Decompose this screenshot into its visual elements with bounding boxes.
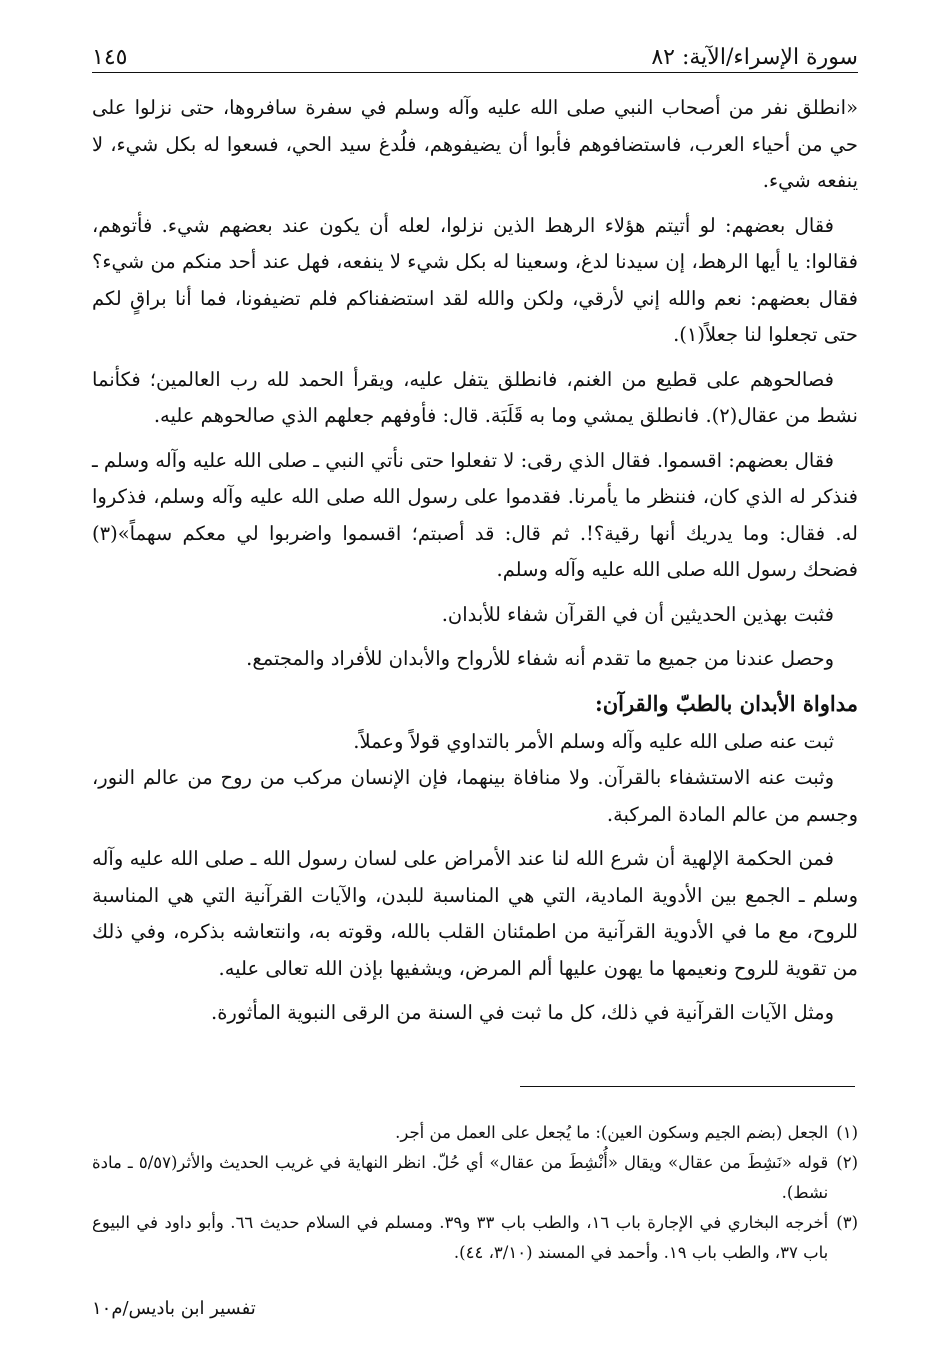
- footnotes: [92, 1118, 858, 1268]
- paragraph: فقال بعضهم: لو أتيتم هؤلاء الرهط الذين نزلوا، لعله أن يكون عند بعضهم شيء. فأتوهم، فقالوا: يا أيها الرهط، إن سيدنا لدغ، وسعينا له بكل شيء لا ينفعه، فهل عند أحد منكم من شيء؟ فقال بعضهم: نعم والله إني لأرقي، ولكن والله لقد استضفناكم فلم تضيفونا، فما أنا براقٍ لكم حتى تجعلوا لنا جعلاً(١).: [92, 213, 858, 346]
- footnote-number: (١): [836, 1123, 858, 1142]
- footnote-text: أخرجه البخاري في الإجارة باب ١٦، والطب باب ٣٣ و٣٩. ومسلم في السلام حديث ٦٦. وأبو داود في البيوع باب ٣٧، والطب باب ١٩. وأحمد في المسند (٣/١٠، ٤٤).: [92, 1213, 829, 1262]
- surah-reference: سورة الإسراء/الآية: ٨٢: [651, 45, 858, 70]
- paragraph: فقال بعضهم: اقسموا. فقال الذي رقى: لا تفعلوا حتى نأتي النبي ـ صلى الله عليه وآله وسلم ـ فنذكر له الذي كان، فننظر ما يأمرنا. فقدموا على رسول الله صلى الله عليه وآله وسلم، فذكروا له. فقال: وما يدريك أنها رقية؟!. ثم قال: قد أصبتم؛ اقسموا واضربوا لي معكم سهماً»(٣) فضحك رسول الله صلى الله عليه وآله وسلم.: [92, 448, 858, 581]
- paragraph: وحصل عندنا من جميع ما تقدم أنه شفاء للأرواح والأبدان للأفراد والمجتمع.: [246, 647, 834, 670]
- section-heading: مداواة الأبدان بالطبّ والقرآن:: [594, 690, 858, 716]
- main-text: [92, 90, 858, 1040]
- footnote-divider: [520, 1086, 855, 1087]
- header-divider: [92, 72, 858, 73]
- footnote-number: (٢): [836, 1153, 858, 1172]
- paragraph: وثبت عنه الاستشفاء بالقرآن. ولا منافاة بينهما، فإن الإنسان مركب من روح من عالم النور، وجسم من عالم المادة المركبة.: [92, 766, 858, 826]
- paragraph: فثبت بهذين الحديثين أن في القرآن شفاء للأبدان.: [441, 602, 834, 626]
- footnote: [92, 1118, 858, 1148]
- paragraph: ثبت عنه صلى الله عليه وآله وسلم الأمر بالتداوي قولاً وعملاً.: [353, 729, 834, 753]
- page-number: ١٤٥: [92, 45, 128, 70]
- footnote: [92, 1148, 858, 1208]
- footnote-number: (٣): [836, 1213, 858, 1232]
- paragraph: فمن الحكمة الإلهية أن شرع الله لنا عند الأمراض على لسان رسول الله ـ صلى الله عليه وآله وسلم ـ الجمع بين الأدوية المادية، التي هي المناسبة للبدن، والآيات القرآنية التي هي المناسبة للروح، مع ما في الأدوية القرآنية من اطمئنان القلب بالله، وقوته به، وانتعاشه بذكره، وفي ذلك من تقوية للروح ونعيمها ما يهون عليها ألم المرض، ويشفيها بإذن الله تعالى عليه.: [92, 847, 858, 980]
- book-signature: تفسير ابن باديس/م١٠: [92, 1298, 256, 1319]
- footnote: [92, 1208, 858, 1268]
- footnote-text: قوله «نَشِطَ من عقال» ويقال «أُنْشِطَ من عقال» أي حُلّ. انظر النهاية في غريب الحديث والأثر(٥/٥٧ ـ مادة نشط).: [92, 1153, 829, 1202]
- paragraph: فصالحوهم على قطيع من الغنم، فانطلق يتفل عليه، ويقرأ الحمد لله رب العالمين؛ فكأنما نشط من عقال(٢). فانطلق يمشي وما به قَلَبَة. قال: فأوفهم جعلهم الذي صالحوهم عليه.: [92, 367, 858, 427]
- footnote-text: الجعل (بضم الجيم وسكون العين): ما يُجعل على العمل من أجر.: [395, 1123, 829, 1142]
- paragraph: ومثل الآيات القرآنية في ذلك، كل ما ثبت في السنة من الرقى النبوية المأثورة.: [211, 1001, 834, 1024]
- paragraph: «انطلق نفر من أصحاب النبي صلى الله عليه وآله وسلم في سفرة سافروها، حتى نزلوا على حي من أحياء العرب، فاستضافوهم فأبوا أن يضيفوهم، فلُدغ سيد الحي، فسعوا له بكل شيء، لا ينفعه شيء.: [92, 96, 858, 192]
- running-header: [92, 30, 858, 70]
